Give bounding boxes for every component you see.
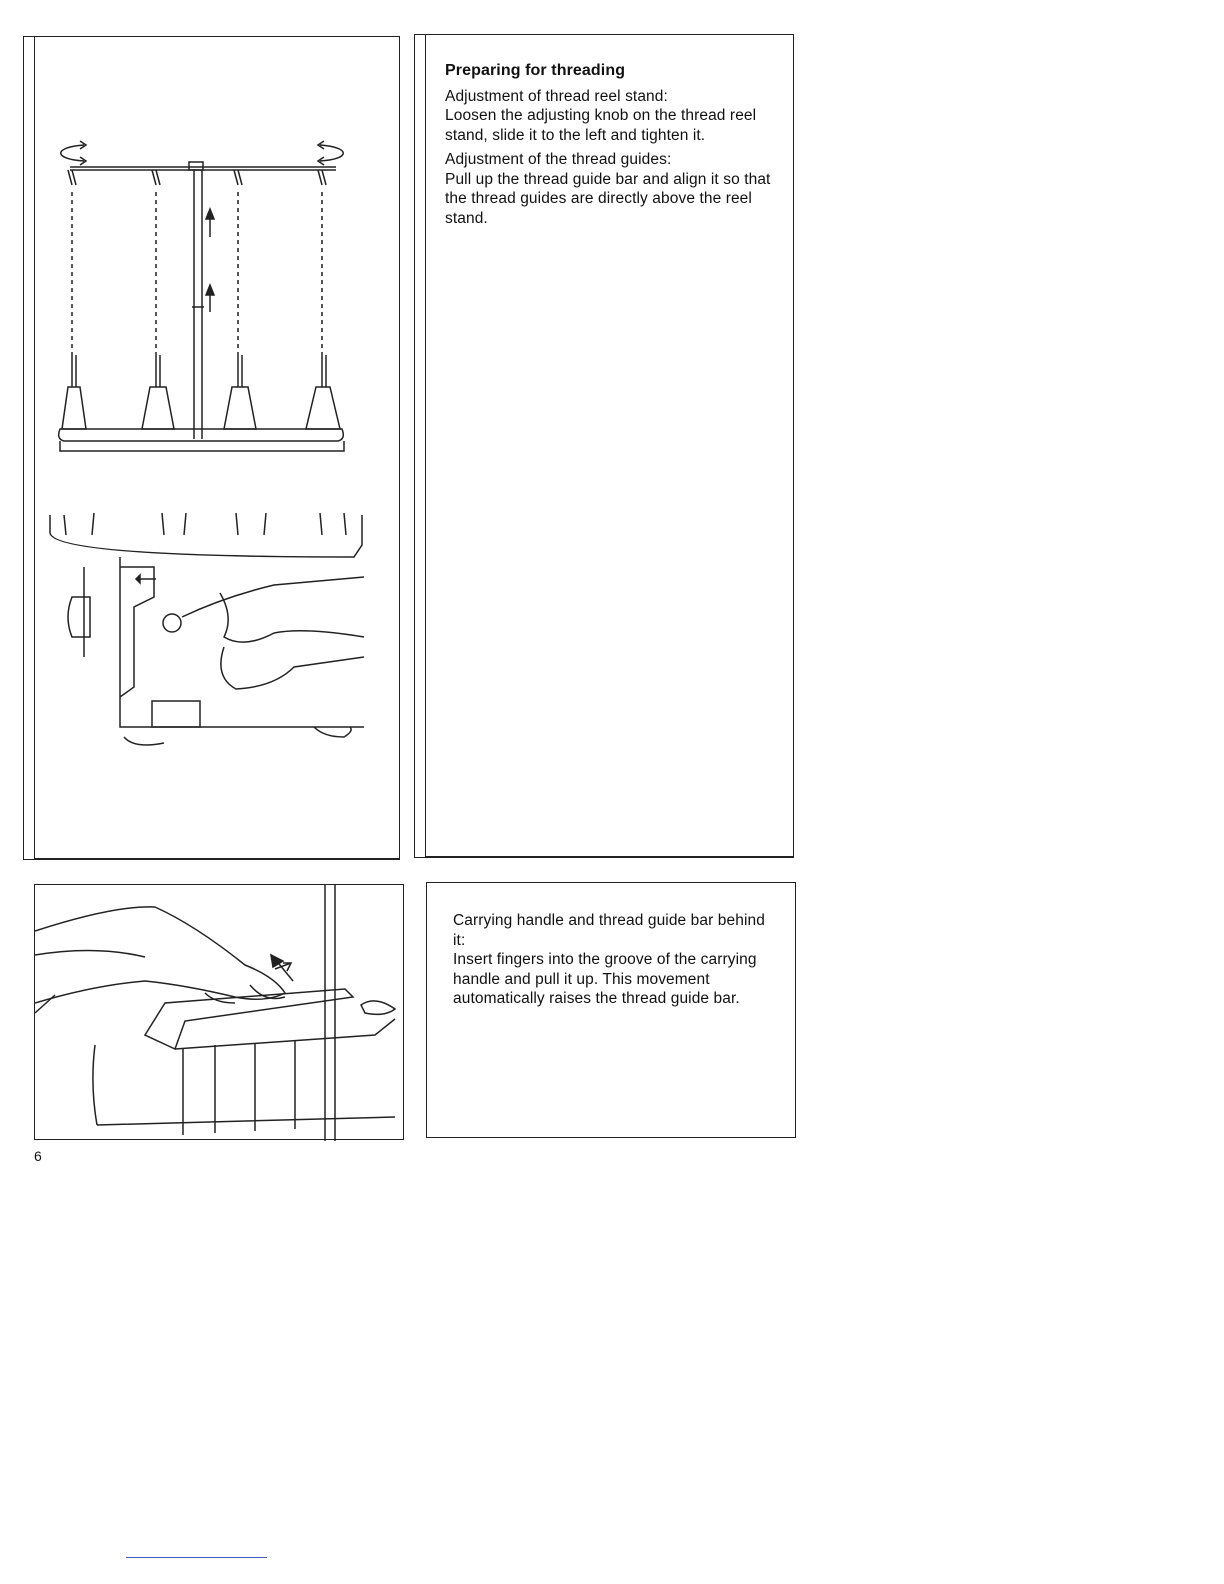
paragraph-reel-stand: Adjustment of thread reel stand: Loosen the adjusting knob on the thread reel stand, slide it to the left and tighten it. <box>445 87 757 144</box>
preparing-section <box>445 61 775 233</box>
text-panel-top <box>414 34 794 858</box>
illustration-panel-top <box>23 36 400 860</box>
knob-adjust-illustration <box>24 37 401 861</box>
page-number: 6 <box>34 1148 42 1164</box>
carrying-section <box>453 911 773 1014</box>
illustration-panel-bottom <box>34 884 404 1140</box>
section-heading: Preparing for threading <box>445 62 626 79</box>
footer-rule <box>126 1557 267 1558</box>
paragraph-carrying-handle: Carrying handle and thread guide bar behind it: Insert fingers into the groove of the carrying handle and pull it up. This movement automatically raises the thread guide bar. <box>453 912 765 1007</box>
paragraph-thread-guides: Adjustment of the thread guides: Pull up the thread guide bar and align it so that the thread guides are directly above the reel stand. <box>445 151 771 227</box>
text-panel-bottom <box>426 882 796 1138</box>
handle-lift-illustration <box>35 885 405 1141</box>
